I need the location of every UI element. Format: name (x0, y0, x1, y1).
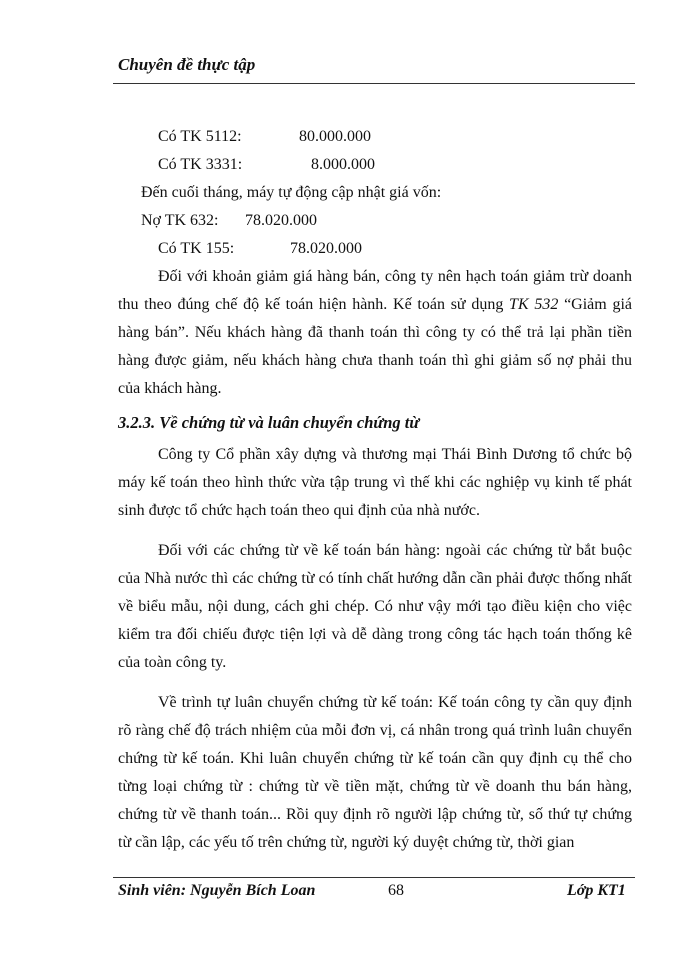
journal-entry (118, 207, 632, 235)
entry-label: Có TK 3331: (158, 156, 243, 173)
journal-entry (118, 151, 632, 179)
entry-amount: 8.000.000 (311, 156, 375, 173)
footer-student-name: Sinh viên: Nguyễn Bích Loan (118, 882, 316, 899)
journal-note (118, 179, 632, 207)
page-body (118, 123, 632, 857)
entry-amount: 78.020.000 (245, 212, 317, 229)
entry-amount: 80.000.000 (299, 128, 371, 145)
entry-label: Có TK 155: (158, 240, 235, 257)
entry-label: Nợ TK 632: (141, 212, 219, 229)
section-heading: 3.2.3. Về chứng từ và luân chuyển chứng từ (118, 413, 420, 432)
paragraph: Về trình tự luân chuyển chứng từ kế toán: Kế toán công ty cần quy định rõ ràng chế độ trách nhiệm của mỗi đơn vị, cá nhân trong quá trình luân chuyển chứng từ kế toán. Khi luân chuyển chứng từ kế toán cần quy định cụ thể cho từng loại chứng từ : chứng từ về tiền mặt, chứng từ về doanh thu bán hàng, chứng từ về thanh toán... Rồi quy định rõ người lập chứng từ, số thứ tự chứng từ cần lập, các yếu tố trên chứng từ, người ký duyệt chứng từ, thời gian (118, 694, 632, 851)
paragraph: Đối với các chứng từ về kế toán bán hàng: ngoài các chứng từ bắt buộc của Nhà nước thì các chứng từ có tính chất hướng dẫn cần phải được thống nhất về biểu mẫu, nội dung, cách ghi chép. Có như vậy mới tạo điều kiện cho việc kiểm tra đối chiếu được tiện lợi và dễ dàng trong công tác hạch toán thống kê của toàn công ty. (118, 542, 632, 671)
footer-divider (113, 877, 635, 878)
paragraph-text: “Giảm giá hàng bán”. Nếu khách hàng đã thanh toán thì công ty có thể trả lại phần tiền hàng được giảm, nếu khách hàng chưa thanh toán thì ghi giảm số nợ phải thu của khách hàng. (118, 296, 632, 397)
paragraph-text: Đối với khoản giảm giá hàng bán, công ty nên hạch toán giảm trừ doanh thu theo đúng chế độ kế toán hiện hành. Kế toán sử dụng (118, 268, 632, 313)
entry-label: Có TK 5112: (158, 128, 242, 145)
header-divider (113, 83, 635, 84)
journal-entry (118, 123, 632, 151)
entry-amount: 78.020.000 (290, 240, 362, 257)
entry-note-text: Đến cuối tháng, máy tự động cập nhật giá vốn: (141, 184, 442, 201)
paragraph-price-discount (118, 263, 632, 403)
account-code: TK 532 (509, 296, 559, 313)
journal-entry (118, 235, 632, 263)
footer-page-number: 68 (388, 882, 404, 899)
page-header-title: Chuyên đề thực tập (118, 55, 256, 74)
footer-class: Lớp KT1 (567, 882, 626, 899)
paragraph: Công ty Cổ phần xây dựng và thương mại Thái Bình Dương tổ chức bộ máy kế toán theo hình thức vừa tập trung vì thế khi các nghiệp vụ kinh tế phát sinh được tổ chức hạch toán theo qui định của nhà nước. (118, 446, 632, 519)
